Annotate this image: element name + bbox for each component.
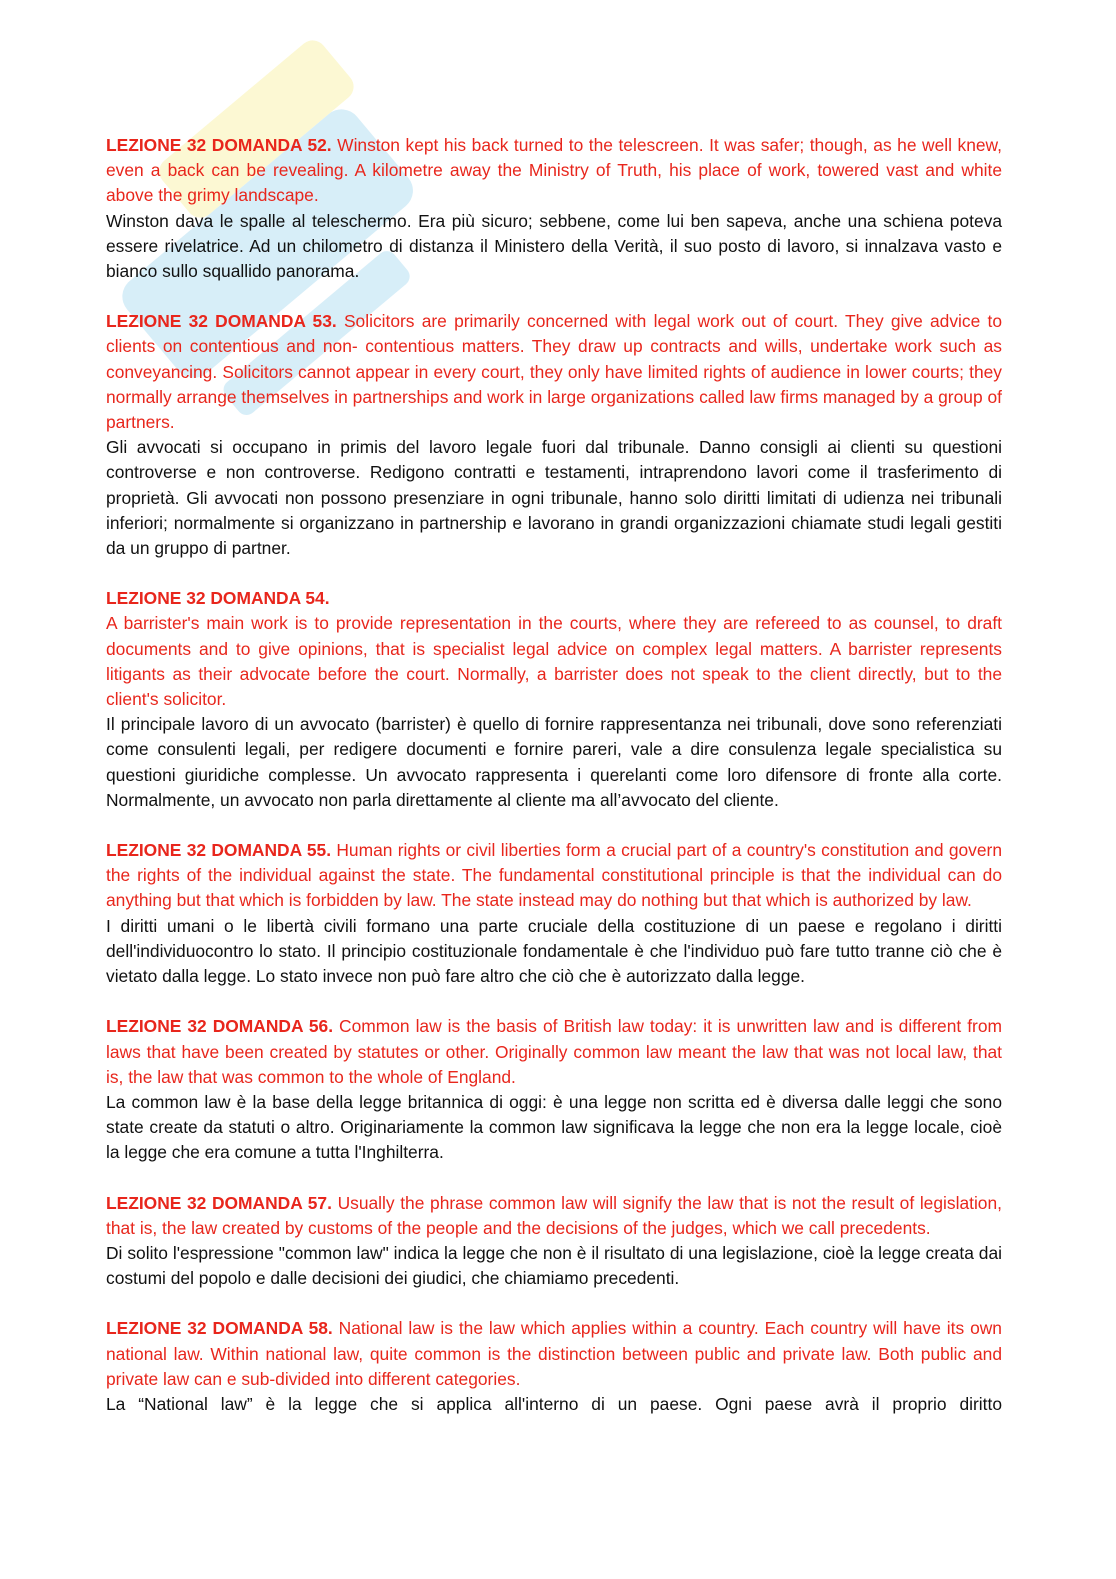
italian-translation: La “National law” è la legge che si applica all'interno di un paese. Ogni paese avrà il proprio diritto	[106, 1393, 1002, 1414]
question-heading: LEZIONE 32 DOMANDA 55.	[106, 840, 332, 861]
question-block-55	[106, 838, 1002, 989]
english-paragraph	[106, 133, 1002, 209]
english-paragraph	[106, 838, 1002, 914]
english-text: Usually the phrase common law will signify the law that is not the result of legislation, that is, the law created by customs of the people and the decisions of the judges, which we call precedents.	[106, 1192, 1002, 1238]
question-block-54	[106, 586, 1002, 813]
english-text: Common law is the basis of British law today: it is unwritten law and is different from laws that have been created by statutes or other. Originally common law meant the law that was not local law, that is, the law that was common to the whole of England.	[106, 1016, 1002, 1087]
question-heading: LEZIONE 32 DOMANDA 56.	[106, 1016, 334, 1037]
italian-translation: La common law è la base della legge britannica di oggi: è una legge non scritta ed è diversa dalle leggi che sono state create da statuti o altro. Originariamente la common law significava la legge che non era la legge locale, cioè la legge che era comune a tutta l'Inghilterra.	[106, 1091, 1002, 1163]
english-paragraph	[106, 586, 1002, 712]
question-block-53	[106, 309, 1002, 561]
question-heading: LEZIONE 32 DOMANDA 54.	[106, 588, 330, 609]
english-text: Human rights or civil liberties form a crucial part of a country's constitution and govern the rights of the individual against the state. The fundamental constitutional principle is that the individual can do anything but that which is forbidden by law. The state instead may do nothing but that which is authorized by law.	[106, 840, 1002, 911]
italian-translation: Il principale lavoro di un avvocato (barrister) è quello di fornire rappresentanza nei tribunali, dove sono referenziati come consulenti legali, per redigere documenti e fornire pareri, vale a dire consulenza legale specialistica su questioni giuridiche complesse. Un avvocato rappresenta i querelanti come loro difensore di fronte alla corte. Normalmente, un avvocato non parla direttamente al cliente ma all’avvocato del cliente.	[106, 714, 1002, 810]
question-heading: LEZIONE 32 DOMANDA 53.	[106, 311, 337, 332]
english-text: Winston kept his back turned to the telescreen. It was safer; though, as he well knew, even a back can be revealing. A kilometre away the Ministry of Truth, his place of work, towered vast and white above the grimy landscape.	[106, 135, 1002, 206]
question-heading: LEZIONE 32 DOMANDA 57.	[106, 1192, 332, 1213]
question-heading: LEZIONE 32 DOMANDA 58.	[106, 1318, 333, 1339]
italian-translation: I diritti umani o le libertà civili formano una parte cruciale della costituzione di un paese e regolano i diritti dell'individuocontro lo stato. Il principio costituzionale fondamentale è che l'individuo può fare tutto tranne ciò che è vietato dalla legge. Lo stato invece non può fare altro che ciò che è autorizzato dalla legge.	[106, 915, 1002, 987]
italian-translation: Winston dava le spalle al teleschermo. Era più sicuro; sebbene, come lui ben sapeva, anche una schiena poteva essere rivelatrice. Ad un chilometro di distanza il Ministero della Verità, il suo posto di lavoro, si innalzava vasto e bianco sullo squallido panorama.	[106, 210, 1002, 282]
english-paragraph	[106, 1316, 1002, 1392]
question-block-57	[106, 1191, 1002, 1292]
english-paragraph	[106, 309, 1002, 435]
english-text: Solicitors are primarily concerned with legal work out of court. They give advice to clients on contentious and non- contentious matters. They draw up contracts and wills, undertake work such as conveyancing. Solicitors cannot appear in every court, they only have limited rights of audience in lower courts; they normally arrange themselves in partnerships and work in large organizations called law firms managed by a group of partners.	[106, 311, 1002, 433]
english-paragraph	[106, 1014, 1002, 1090]
italian-translation: Gli avvocati si occupano in primis del lavoro legale fuori dal tribunale. Danno consigli ai clienti su questioni controverse e non controverse. Redigono contratti e testamenti, intraprendono lavori come il trasferimento di proprietà. Gli avvocati non possono presenziare in ogni tribunale, hanno solo diritti limitati di udienza nei tribunali inferiori; normalmente si organizzano in partnership e lavorano in grandi organizzazioni chiamate studi legali gestiti da un gruppo di partner.	[106, 437, 1002, 559]
question-block-58	[106, 1316, 1002, 1417]
english-text: National law is the law which applies within a country. Each country will have its own national law. Within national law, quite common is the distinction between public and private law. Both public and private law can e sub-divided into different categories.	[106, 1318, 1002, 1389]
italian-translation: Di solito l'espressione "common law" indica la legge che non è il risultato di una legislazione, cioè la legge creata dai costumi del popolo e dalle decisioni dei giudici, che chiamiamo precedenti.	[106, 1242, 1002, 1289]
question-heading: LEZIONE 32 DOMANDA 52.	[106, 135, 332, 155]
english-text: A barrister's main work is to provide representation in the courts, where they are refereed to as counsel, to draft documents and to give opinions, that is specialist legal advice on complex legal matters. A barrister represents litigants as their advocate before the court. Normally, a barrister does not speak to the client directly, but to the client's solicitor.	[106, 613, 1002, 710]
document-body	[106, 133, 1002, 1442]
question-block-52	[106, 133, 1002, 284]
english-paragraph	[106, 1191, 1002, 1241]
question-block-56	[106, 1014, 1002, 1165]
